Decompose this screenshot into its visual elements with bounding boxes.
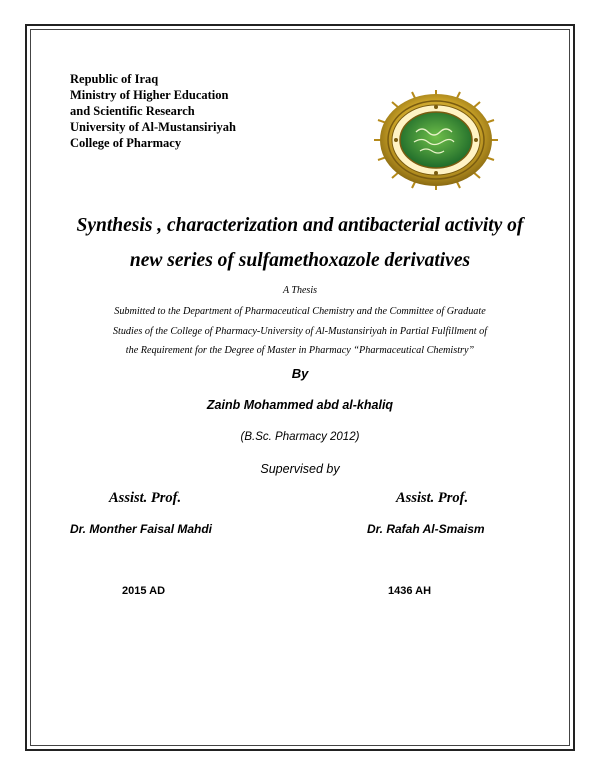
submission-statement — [40, 302, 560, 361]
year-gregorian: 2015 AD — [122, 585, 166, 597]
university-seal-logo — [372, 88, 500, 192]
submission-line-2: Studies of the College of Pharmacy-University of Al-Mustansiriyah in Partial Fulfillment of — [112, 325, 488, 337]
thesis-title-line-1: Synthesis , characterization and antibacterial activity of — [76, 215, 524, 236]
supervisor-1-rank: Assist. Prof. — [109, 490, 182, 506]
by-label: By — [291, 366, 309, 381]
submission-line-1: Submitted to the Department of Pharmaceutical Chemistry and the Committee of Graduate — [114, 306, 486, 317]
institution-block — [70, 71, 236, 151]
supervised-by-label: Supervised by — [260, 462, 340, 476]
supervisor-1-name: Dr. Monther Faisal Mahdi — [70, 522, 213, 536]
thesis-label: A Thesis — [283, 285, 317, 296]
institution-line-ministry: Ministry of Higher Education — [70, 88, 229, 102]
institution-line-college: College of Pharmacy — [70, 136, 182, 150]
author-degree: (B.Sc. Pharmacy 2012) — [240, 431, 360, 443]
supervisor-2-rank: Assist. Prof. — [396, 490, 469, 506]
submission-line-3: the Requirement for the Degree of Master in Pharmacy “Pharmaceutical Chemistry” — [125, 345, 475, 356]
institution-line-university: University of Al-Mustansiriyah — [70, 120, 236, 134]
institution-line-research: and Scientific Research — [70, 104, 195, 118]
supervisor-2-name: Dr. Rafah Al-Smaism — [367, 522, 485, 536]
thesis-title-line-2: new series of sulfamethoxazole derivatives — [129, 250, 471, 271]
year-hijri: 1436 AH — [388, 585, 432, 597]
institution-line-country: Republic of Iraq — [70, 72, 159, 86]
author-name: Zainb Mohammed abd al-khaliq — [206, 398, 394, 412]
